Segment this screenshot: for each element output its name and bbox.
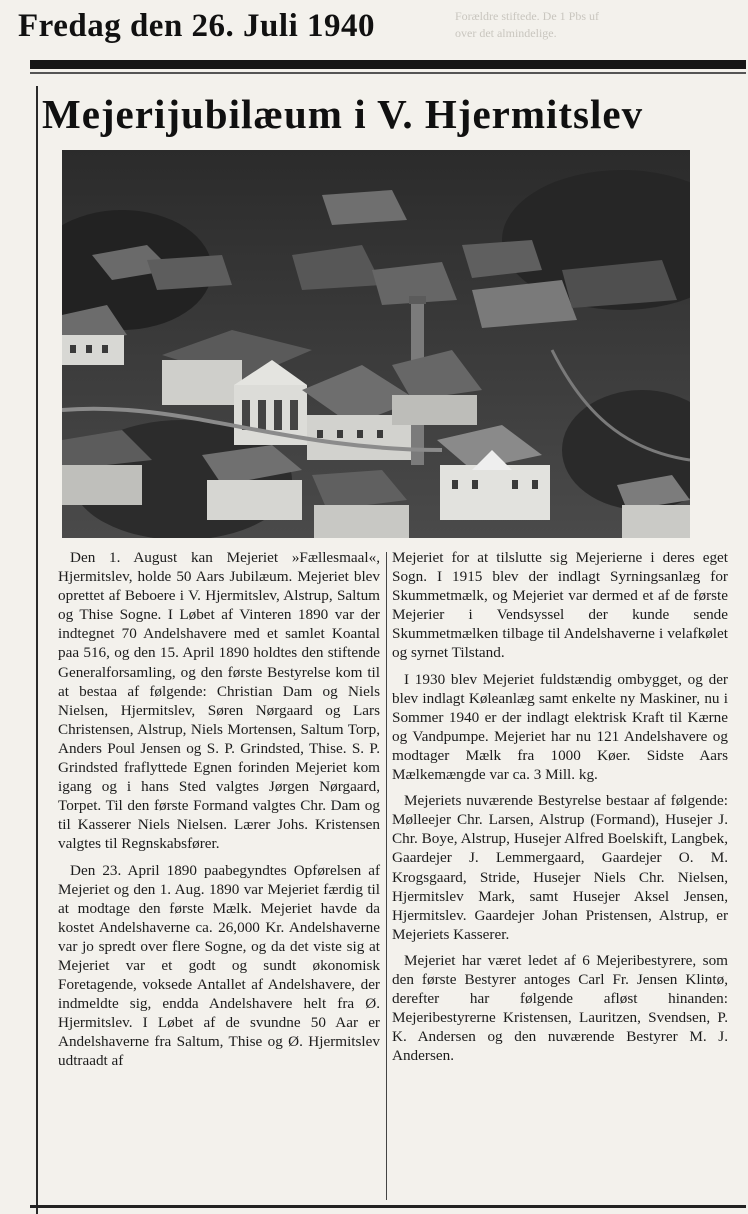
bottom-rule — [30, 1205, 746, 1208]
dateline: Fredag den 26. Juli 1940 — [18, 8, 376, 44]
aerial-photo-illustration — [62, 150, 690, 538]
paragraph: Den 23. April 1890 paabegyndtes Opførelsen af Mejeriet og den 1. Aug. 1890 var Mejeriet færdig til at modtage den første Mælk. Mejeriet havde da kostet Andelshaverne ca. 26,000 Kr. Andelshaverne var jo spredt over flere Sogne, og da det viste sig at Mejeriet var et godt og sundt økonomisk Foretagende, voksede Antallet af Andelshavere, der indmeldte sig, endda Andelshavere helt fra Ø. Hjermitslev. I Løbet af de svundne 50 Aar er Andelshaverne fra Saltum, Thise og Ø. Hjermitslev udtraadt af — [58, 861, 380, 1070]
article-column-2 — [392, 548, 728, 1065]
top-rule — [30, 60, 746, 69]
paragraph: Mejeriets nuværende Bestyrelse bestaar af følgende: Mølleejer Chr. Larsen, Alstrup (Formand), Husejer J. Chr. Boye, Alstrup, Husejer Alfred Boelskift, Langbek, Gaardejer J. Lemmergaard, Gaardejer O. M. Krogsgaard, Stride, Husejer Niels Chr. Nielsen, Hjermitslev Mark, samt Husejer Aksel Jensen, Hjermitslev. Gaardejer Johan Pristensen, Alstrup, er Mejeriets Kasserer. — [392, 792, 728, 943]
left-frame-rule — [36, 86, 38, 1214]
column-divider — [386, 552, 387, 1200]
top-rule-thin — [30, 72, 746, 74]
aerial-photo — [62, 150, 690, 538]
headline: Mejerijubilæum i V. Hjermitslev — [42, 91, 644, 137]
paragraph: Mejeriet har været ledet af 6 Mejeribestyrere, som den første Bestyrer antoges Carl Fr. Jensen Klintø, derefter har følgende afløst hinanden: Mejeribestyrerne Kristensen, Lauritzen, Svendsen, P. K. Andersen og den nuværende Bestyrer M. J. Andersen. — [392, 951, 728, 1065]
article-column-1 — [58, 548, 380, 1071]
paragraph: I 1930 blev Mejeriet fuldstændig ombygget, og der blev indlagt Køleanlæg samt enkelte ny Maskiner, nu i Sommer 1940 er der indlagt elektrisk Kraft til Kærne og Vandpumpe. Mejeriet har nu 121 Andelshavere og modtager Mælk fra 1000 Køer. Sidste Aars Mælkemængde var ca. 3 Mill. kg. — [392, 670, 728, 784]
paragraph: Den 1. August kan Mejeriet »Fællesmaal«, Hjermitslev, holde 50 Aars Jubilæum. Mejeriet blev oprettet af Beboere i V. Hjermitslev, Alstrup, Saltum og Thise Sogne. I Løbet af Vinteren 1890 var der indtegnet 70 Andelshavere med et samlet Koantal paa 516, og den 15. April 1890 holdtes den stiftende Generalforsamling, og den første Bestyrelse kom til at bestaa af følgende: Christian Dam og Niels Nielsen, Hjermitslev, Søren Nørgaard og Lars Christensen, Alstrup, Niels Mortensen, Saltum Torp, Anders Poul Jensen og S. P. Grindsted, Thise. S. P. Grindsted fraflyttede Egnen forinden Mejeriet kom igang og i hans Sted valgtes Jørgen Nørgaard, Torpet. Til den første Formand valgtes Chr. Dam og til Kasserer Niels Nielsen. Lærer Johs. Kristensen valgtes til Regnskabsfører. — [58, 549, 380, 853]
paragraph: Mejeriet for at tilslutte sig Mejerierne i deres eget Sogn. I 1915 blev der indlagt Syrningsanlæg for Skummetmælk, og Mejeriet var dermed et af de første Mejerier i Vendsyssel der kunde sende Skummetmælken tilbage til Andelshaverne i velafkølet og syrnet Tilstand. — [392, 549, 728, 662]
bleed-through-text: Forældre stiftede. De 1 Pbs uf over det almindelige. — [455, 9, 599, 40]
